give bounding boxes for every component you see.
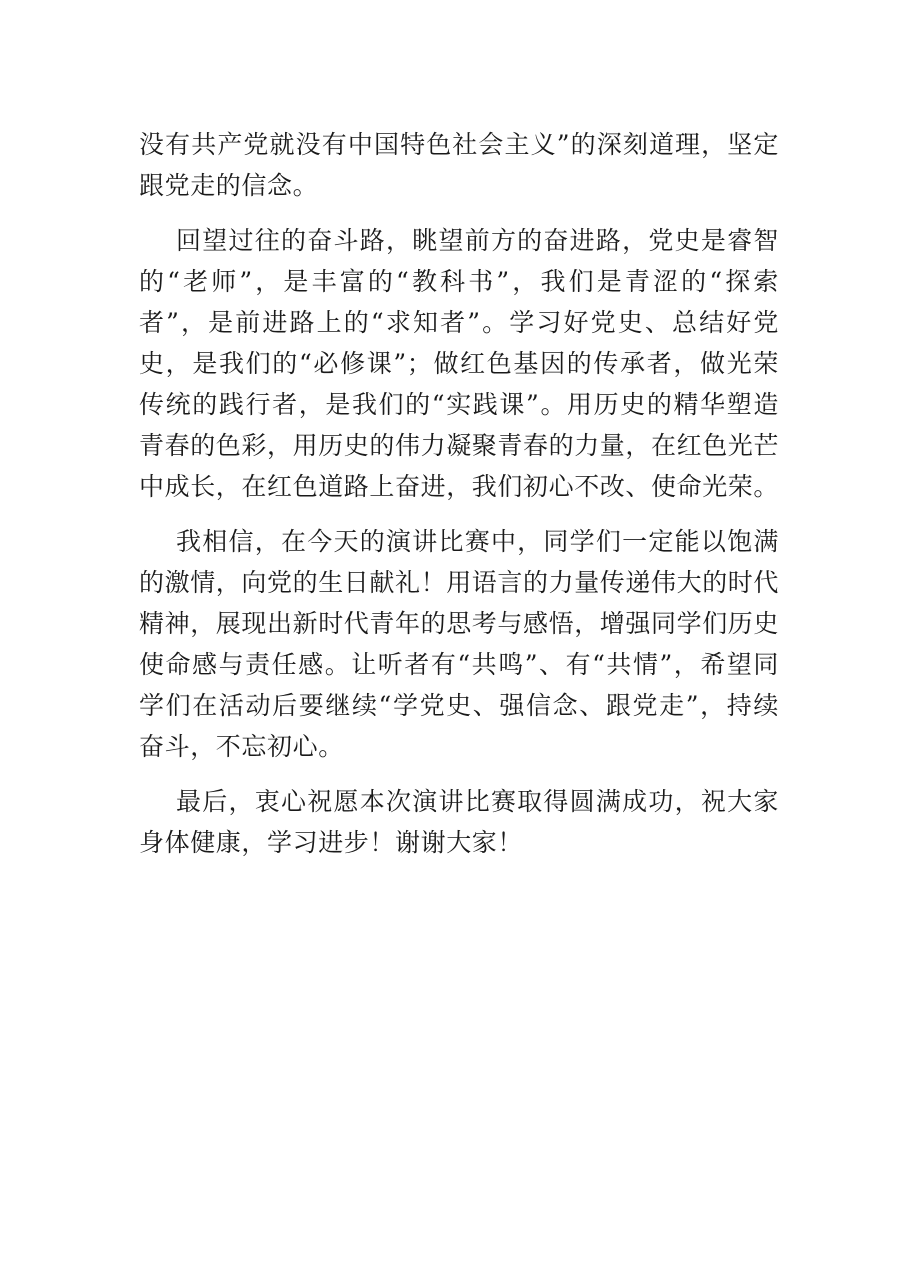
paragraph-continuation: 没有共产党就没有中国特色社会主义”的深刻道理，坚定跟党走的信念。 <box>139 130 779 200</box>
paragraph-gap <box>139 507 779 521</box>
paragraph-closing: 最后，衷心祝愿本次演讲比赛取得圆满成功，祝大家身体健康，学习进步！谢谢大家！ <box>139 787 779 857</box>
paragraph-gap <box>139 206 779 220</box>
document-body <box>139 124 779 863</box>
paragraph-speech-contest: 我相信，在今天的演讲比赛中，同学们一定能以饱满的激情，向党的生日献礼！用语言的力量传递伟大的时代精神，展现出新时代青年的思考与感悟，增强同学们历史使命感与责任感。让听者有“共鸣”、有“共情”，希望同学们在活动后要继续“学党史、强信念、跟党走”，持续奋斗，不忘初心。 <box>139 527 780 761</box>
paragraph-party-history: 回望过往的奋斗路，眺望前方的奋进路，党史是睿智的“老师”，是丰富的“教科书”，我们是青涩的“探索者”，是前进路上的“求知者”。学习好党史、总结好党史，是我们的“必修课”；做红色基因的传承者，做光荣传统的践行者，是我们的“实践课”。用历史的精华塑造青春的色彩，用历史的伟力凝聚青春的力量，在红色光芒中成长，在红色道路上奋进，我们初心不改、使命光荣。 <box>139 226 780 501</box>
paragraph-gap <box>139 767 779 781</box>
